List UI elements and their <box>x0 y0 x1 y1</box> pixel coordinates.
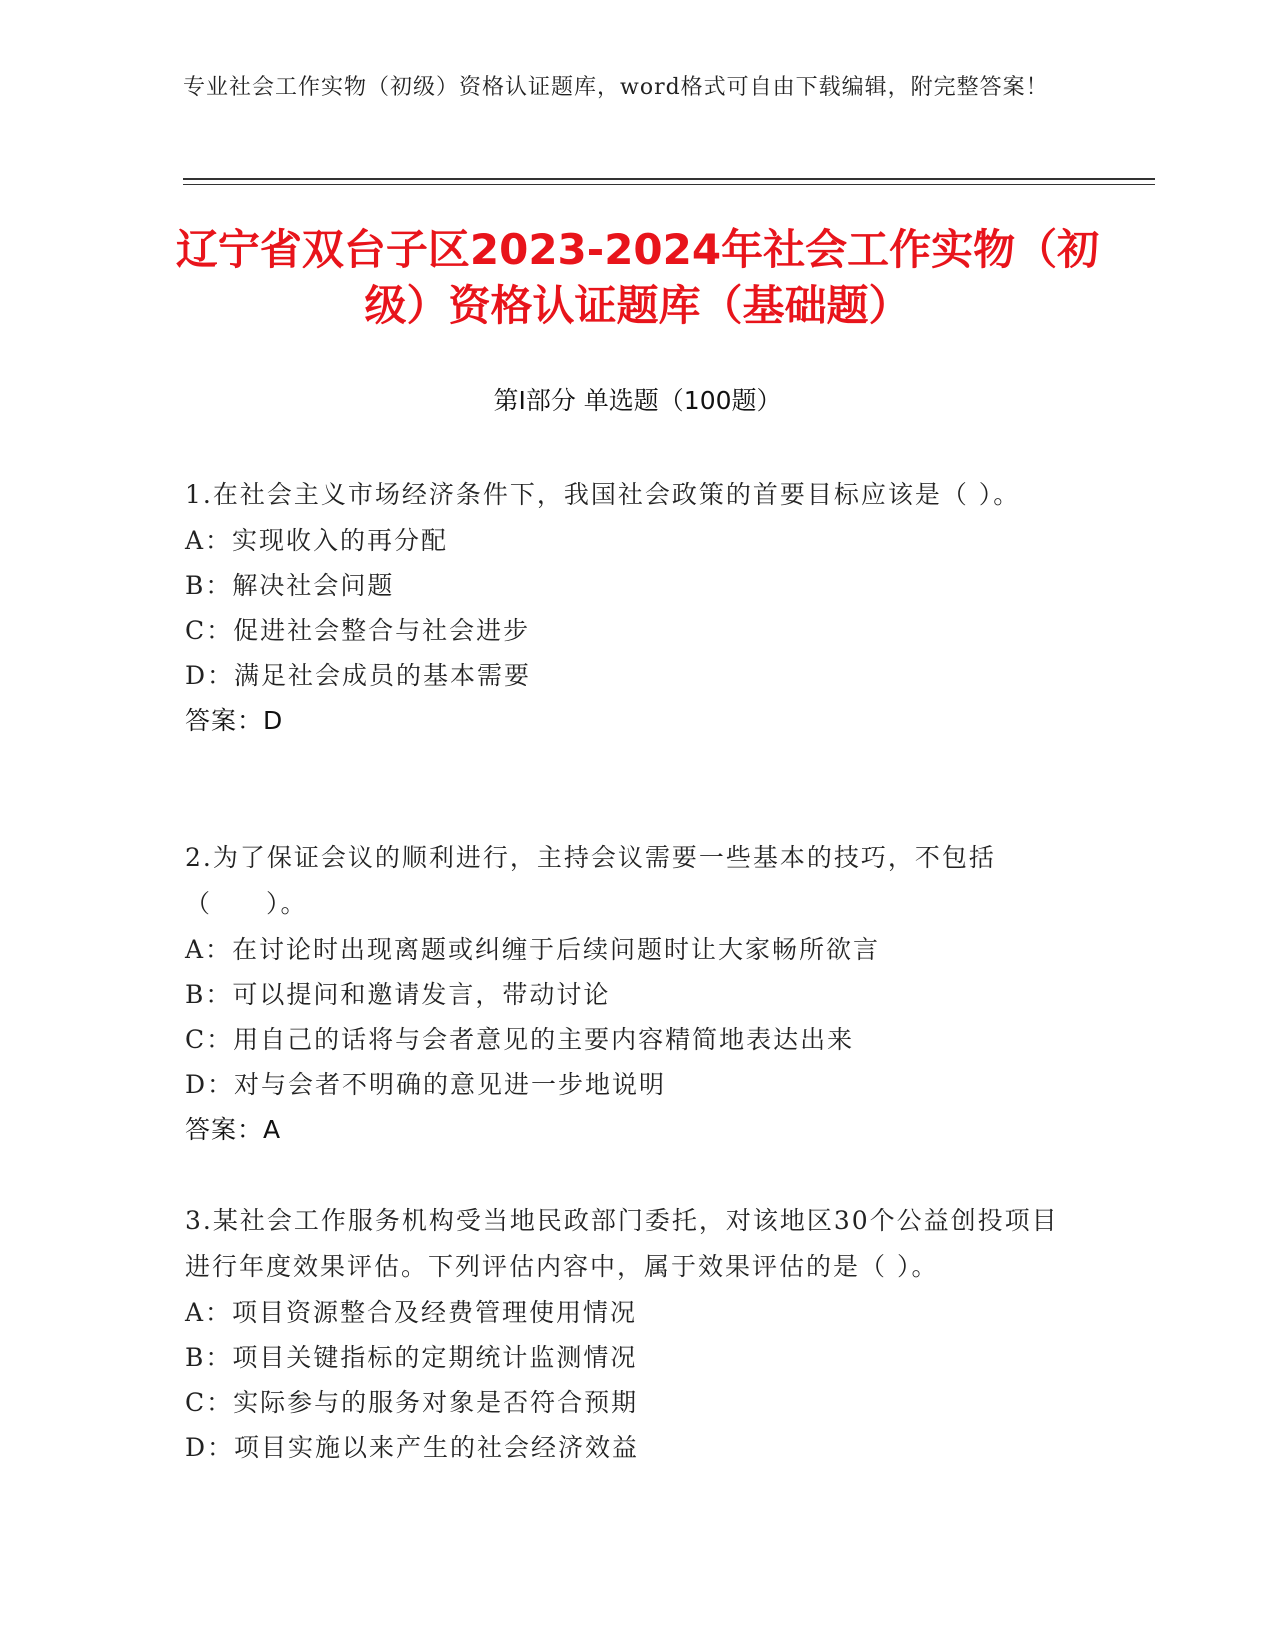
option-b: B：项目关键指标的定期统计监测情况 <box>185 1343 638 1372</box>
header-note: 专业社会工作实物（初级）资格认证题库，word格式可自由下载编辑，附完整答案！ <box>183 75 1049 100</box>
section-title: 第Ⅰ部分 单选题（100题） <box>493 386 782 415</box>
header-rule-thin <box>183 184 1155 185</box>
option-c: C：实际参与的服务对象是否符合预期 <box>185 1388 639 1417</box>
answer: 答案：D <box>185 706 284 735</box>
answer: 答案：A <box>185 1115 282 1144</box>
option-c: C：用自己的话将与会者意见的主要内容精简地表达出来 <box>185 1025 855 1054</box>
question-1 <box>185 472 1075 744</box>
header-rule-thick <box>183 178 1155 180</box>
option-d: D：项目实施以来产生的社会经济效益 <box>185 1433 640 1462</box>
question-stem: 3.某社会工作服务机构受当地民政部门委托，对该地区30个公益创投项目进行年度效果评估。下列评估内容中，属于效果评估的是（ ）。 <box>185 1206 1059 1281</box>
option-a: A：项目资源整合及经费管理使用情况 <box>185 1298 638 1327</box>
option-c: C：促进社会整合与社会进步 <box>185 616 531 645</box>
question-stem: 1.在社会主义市场经济条件下，我国社会政策的首要目标应该是（ ）。 <box>185 480 1021 509</box>
option-a: A：在讨论时出现离题或纠缠于后续问题时让大家畅所欲言 <box>185 935 881 964</box>
question-2 <box>185 835 1075 1153</box>
question-stem: 2.为了保证会议的顺利进行，主持会议需要一些基本的技巧，不包括（ ）。 <box>185 843 996 918</box>
option-d: D：满足社会成员的基本需要 <box>185 661 532 690</box>
document-title: 辽宁省双台子区2023-2024年社会工作实物（初级）资格认证题库（基础题） <box>175 225 1100 330</box>
option-a: A：实现收入的再分配 <box>185 526 449 555</box>
option-b: B：解决社会问题 <box>185 571 395 600</box>
option-b: B：可以提问和邀请发言，带动讨论 <box>185 980 611 1009</box>
option-d: D：对与会者不明确的意见进一步地说明 <box>185 1070 667 1099</box>
question-3 <box>185 1198 1075 1470</box>
